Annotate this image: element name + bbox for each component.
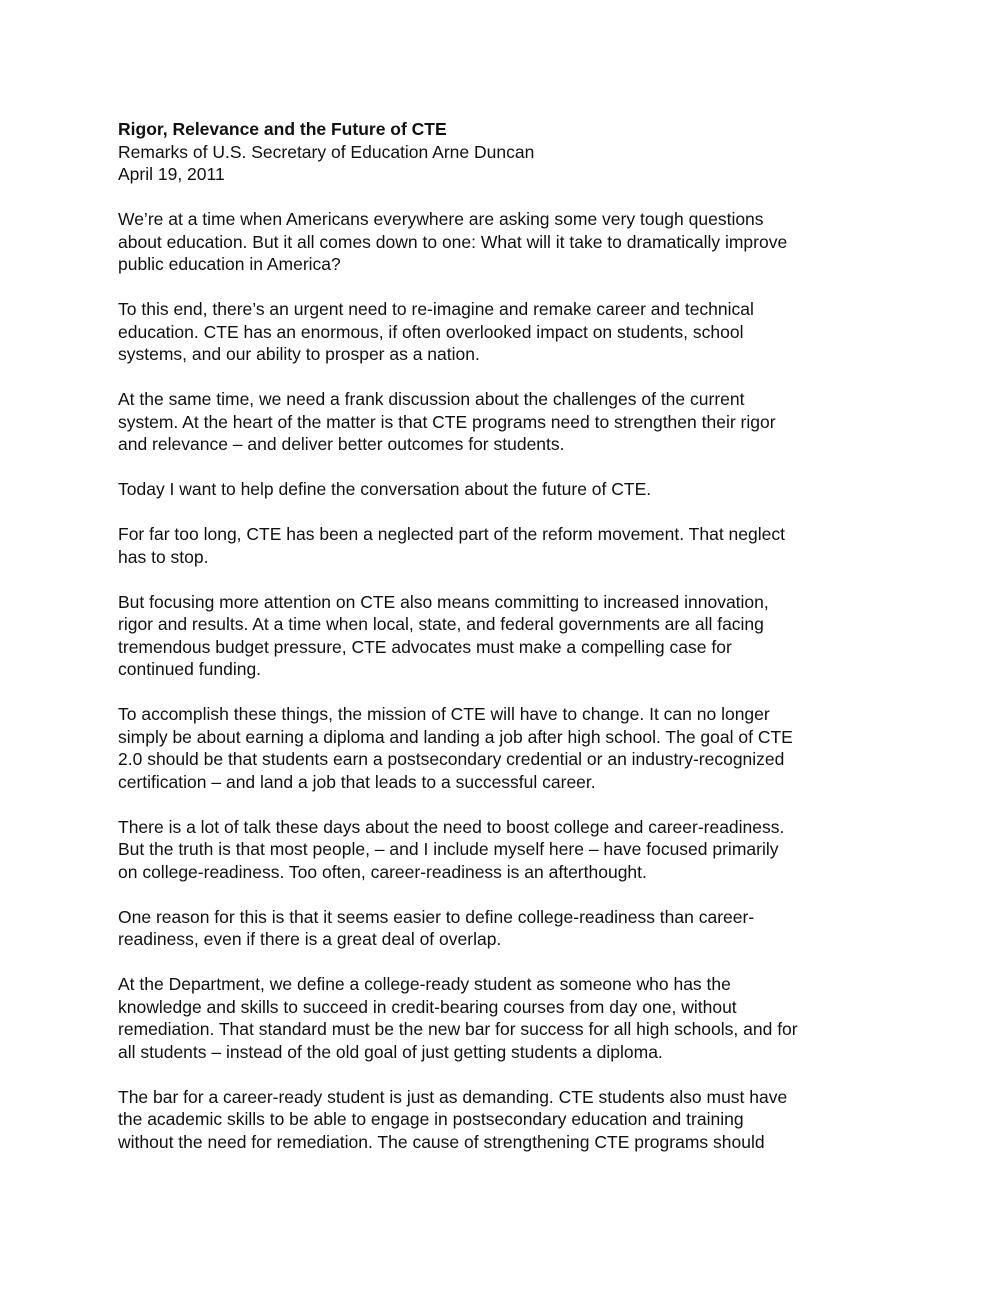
paragraph [118, 703, 898, 793]
paragraph-line: But the truth is that most people, – and I include myself here – have focused primarily [118, 839, 779, 859]
paragraph-line: the academic skills to be able to engage in postsecondary education and training [118, 1109, 744, 1129]
paragraph-line: readiness, even if there is a great deal of overlap. [118, 929, 502, 949]
paragraph [118, 298, 898, 366]
paragraph-line: To this end, there’s an urgent need to re-imagine and remake career and technical [118, 299, 754, 319]
paragraph-line: system. At the heart of the matter is that CTE programs need to strengthen their rigor [118, 411, 776, 432]
paragraph-line: For far too long, CTE has been a neglected part of the reform movement. That neglect [118, 524, 785, 544]
paragraph-line: 2.0 should be that students earn a postsecondary credential or an industry-recognized [118, 749, 785, 769]
paragraph-line: There is a lot of talk these days about the need to boost college and career-readiness. [118, 816, 785, 837]
paragraph-line: We’re at a time when Americans everywhere are asking some very tough questions [118, 209, 764, 229]
paragraph-line: and relevance – and deliver better outcomes for students. [118, 434, 565, 454]
paragraph-line: education. CTE has an enormous, if often overlooked impact on students, school [118, 321, 744, 342]
paragraph [118, 388, 898, 456]
paragraph-line: remediation. That standard must be the new bar for success for all high schools, and for [118, 1019, 798, 1039]
paragraph-line: without the need for remediation. The cause of strengthening CTE programs should [118, 1131, 765, 1152]
document-body [118, 208, 898, 1153]
document-title: Rigor, Relevance and the Future of CTE [118, 119, 447, 139]
paragraph [118, 591, 898, 681]
paragraph [118, 906, 898, 951]
paragraph [118, 973, 898, 1063]
paragraph-line: continued funding. [118, 659, 262, 679]
paragraph-line: all students – instead of the old goal of just getting students a diploma. [118, 1041, 663, 1062]
paragraph [118, 523, 898, 568]
document-date: April 19, 2011 [118, 164, 225, 184]
paragraph-line: tremendous budget pressure, CTE advocates must make a compelling case for [118, 636, 732, 657]
paragraph [118, 1086, 898, 1154]
paragraph-line: To accomplish these things, the mission of CTE will have to change. It can no longer [118, 704, 770, 724]
paragraph-line: But focusing more attention on CTE also means committing to increased innovation, [118, 591, 769, 612]
paragraph-line: At the Department, we define a college-ready student as someone who has the [118, 974, 731, 994]
paragraph-line: public education in America? [118, 254, 341, 274]
paragraph [118, 478, 898, 501]
paragraph-line: rigor and results. At a time when local, state, and federal governments are all facing [118, 614, 764, 634]
paragraph-line: certification – and land a job that leads to a successful career. [118, 771, 596, 792]
paragraph-line: on college-readiness. Too often, career-readiness is an afterthought. [118, 861, 647, 882]
paragraph-line: Today I want to help define the conversation about the future of CTE. [118, 479, 652, 499]
paragraph-line: At the same time, we need a frank discussion about the challenges of the current [118, 389, 745, 409]
document-page [118, 118, 898, 1176]
paragraph-line: One reason for this is that it seems easier to define college-readiness than career- [118, 906, 755, 927]
paragraph [118, 208, 898, 276]
paragraph-line: simply be about earning a diploma and landing a job after high school. The goal of CTE [118, 726, 793, 747]
document-header [118, 118, 898, 186]
paragraph-line: systems, and our ability to prosper as a nation. [118, 344, 480, 364]
paragraph-line: has to stop. [118, 546, 209, 567]
paragraph-line: knowledge and skills to succeed in credit-bearing courses from day one, without [118, 996, 737, 1017]
paragraph [118, 816, 898, 884]
document-subtitle: Remarks of U.S. Secretary of Education Arne Duncan [118, 141, 535, 162]
paragraph-line: about education. But it all comes down to one: What will it take to dramatically improve [118, 231, 788, 252]
paragraph-line: The bar for a career-ready student is just as demanding. CTE students also must have [118, 1086, 788, 1107]
